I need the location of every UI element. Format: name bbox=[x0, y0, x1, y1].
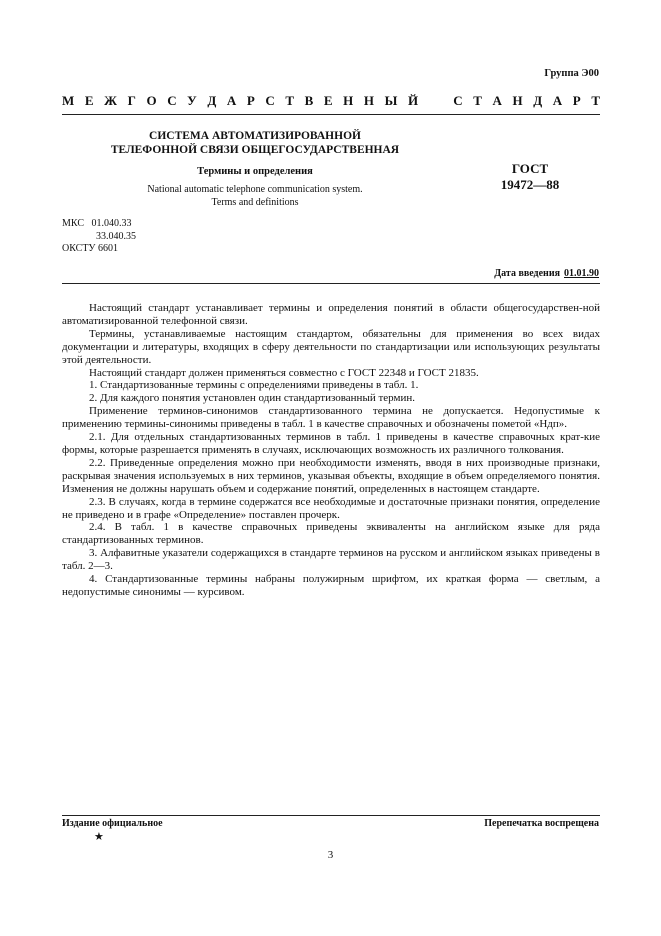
mks-code-1: 01.040.33 bbox=[91, 218, 132, 229]
banner-letter: С bbox=[167, 93, 177, 108]
top-rule bbox=[62, 114, 600, 115]
banner-letter: Д bbox=[207, 93, 217, 108]
banner-letter: Н bbox=[343, 93, 354, 108]
banner-letter: Р bbox=[246, 93, 255, 108]
banner-letter: Т bbox=[591, 93, 600, 108]
body-paragraph: Настоящий стандарт устанавливает термины и определения понятий в области общегосударствен-ной автоматизированной телефонной связи. bbox=[62, 302, 600, 327]
banner-letter: О bbox=[146, 93, 157, 108]
banner-word-gap bbox=[429, 93, 443, 109]
star-icon: ★ bbox=[94, 831, 104, 843]
body-paragraph: 2.4. В табл. 1 в качестве справочных приведены эквиваленты на английском языке для ряда стандартизованных терминов. bbox=[62, 521, 600, 547]
okstu-code: ОКСТУ 6601 bbox=[62, 243, 119, 254]
title-line-2: ТЕЛЕФОННОЙ СВЯЗИ ОБЩЕГОСУДАРСТВЕННАЯ bbox=[110, 144, 400, 156]
standard-banner bbox=[62, 93, 600, 109]
banner-letter: Р bbox=[572, 93, 581, 108]
title-line-1: СИСТЕМА АВТОМАТИЗИРОВАННОЙ bbox=[149, 130, 361, 142]
banner-letter: Н bbox=[363, 93, 375, 108]
mks-label: МКС bbox=[62, 218, 84, 229]
group-label: Группа Э00 bbox=[544, 68, 599, 79]
banner-letter: С bbox=[453, 93, 463, 108]
date-label: Дата введения bbox=[494, 268, 560, 279]
english-title bbox=[100, 183, 410, 209]
body-paragraph: 2.1. Для отдельных стандартизованных терминов в табл. 1 приведены в качестве справочных крат-кие формы, которые разрешается применять в случаях, исключающих возможность их различного толкования. bbox=[62, 431, 600, 456]
banner-letter: А bbox=[226, 93, 237, 108]
banner-letter: М bbox=[62, 93, 75, 108]
english-title-line-2: Terms and definitions bbox=[211, 197, 299, 208]
body-paragraph: 1. Стандартизованные термины с определениями приведены в табл. 1. bbox=[89, 379, 419, 392]
banner-letter: У bbox=[187, 93, 197, 108]
body-paragraph: Настоящий стандарт должен применяться совместно с ГОСТ 22348 и ГОСТ 21835. bbox=[89, 366, 479, 379]
body-paragraph: 2.3. В случаях, когда в термине содержатся все необходимые и достаточные признаки понятия, определение не приведено и в графе «Определение» поставлен прочерк. bbox=[62, 495, 600, 521]
reprint-prohibited-label: Перепечатка воспрещена bbox=[484, 818, 599, 829]
official-edition-label: Издание официальное bbox=[62, 818, 163, 829]
banner-letter: Й bbox=[407, 93, 419, 108]
banner-letter: Т bbox=[473, 93, 482, 108]
body-paragraph: Термины, устанавливаемые настоящим стандартом, обязательны для применения во всех видах документации и литературы, входящих в сферу деятельности по стандартизации или использующих результаты этой деятельности. bbox=[62, 327, 600, 366]
body-paragraph: 4. Стандартизованные термины набраны полужирным шрифтом, их краткая форма — светлым, а недопустимые синонимы — курсивом. bbox=[62, 573, 600, 598]
banner-letter: Е bbox=[323, 93, 333, 108]
banner-letter: Т bbox=[285, 93, 295, 108]
body-paragraph: 2.2. Приведенные определения можно при необходимости изменять, вводя в них производные признаки, раскрывая значения используемых в них терминов, указывая объекты, входящие в объем определяемого понятия. Изменения не должны нарушать объем и содержание понятий, определенных в настоящем стандарте. bbox=[62, 456, 600, 495]
banner-letter: Ж bbox=[104, 93, 117, 108]
mks-code-2: 33.040.35 bbox=[96, 230, 136, 242]
banner-letter: Г bbox=[127, 93, 136, 108]
banner-letter: В bbox=[304, 93, 314, 108]
english-title-line-1: National automatic telephone communication system. bbox=[147, 184, 363, 195]
banner-letter: С bbox=[265, 93, 275, 108]
banner-letter: Д bbox=[533, 93, 543, 108]
bottom-rule bbox=[62, 815, 600, 816]
mks-line-1 bbox=[62, 218, 136, 231]
banner-letter: Н bbox=[512, 93, 523, 108]
banner-letter: А bbox=[552, 93, 563, 108]
middle-rule bbox=[62, 283, 600, 284]
gost-number: 19472—88 bbox=[500, 177, 560, 192]
introduction-date bbox=[494, 268, 599, 279]
document-subtitle: Термины и определения bbox=[197, 166, 313, 177]
classification-codes bbox=[62, 218, 136, 256]
gost-label: ГОСТ bbox=[511, 161, 549, 176]
banner-letter: А bbox=[492, 93, 502, 108]
banner-letter: Е bbox=[84, 93, 94, 108]
body-text bbox=[62, 302, 600, 599]
date-value: 01.01.90 bbox=[564, 268, 599, 279]
banner-letter: Ы bbox=[384, 93, 398, 108]
body-paragraph: 2. Для каждого понятия установлен один стандартизованный термин. bbox=[89, 392, 415, 405]
gost-designation bbox=[480, 161, 580, 193]
document-title bbox=[100, 129, 410, 157]
page-number: 3 bbox=[327, 849, 334, 861]
body-paragraph: 3. Алфавитные указатели содержащихся в стандарте терминов на русском и английском языках приведены в табл. 2—3. bbox=[62, 547, 600, 573]
body-paragraph: Применение терминов-синонимов стандартизованного термина не допускается. Недопустимые к применению термины-синонимы приведены в табл. 1 в качестве справочных и обозначены пометой «Ндп». bbox=[62, 405, 600, 431]
